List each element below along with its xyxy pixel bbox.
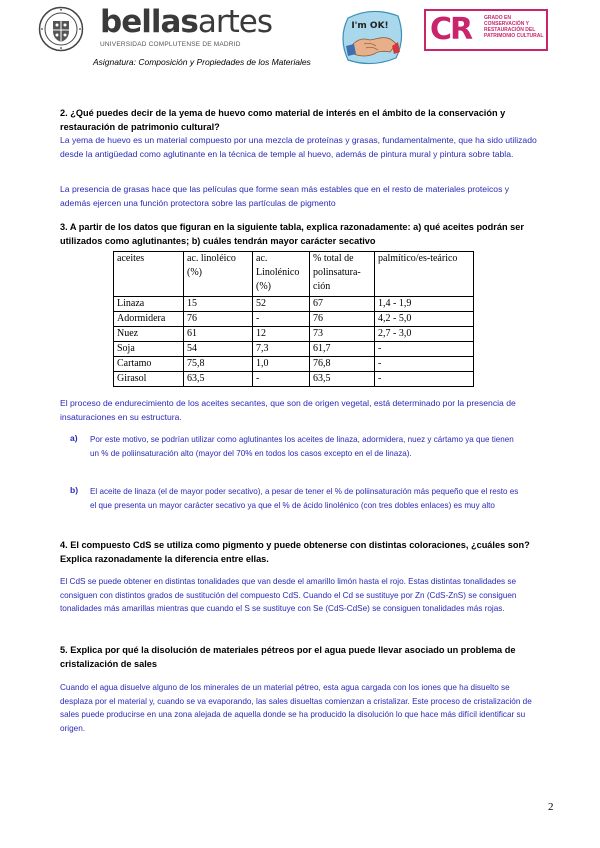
table-cell: 7,3 [253, 342, 310, 357]
table-cell: 1,4 - 1,9 [375, 297, 474, 312]
table-cell: 1,0 [253, 357, 310, 372]
table-row [114, 312, 474, 327]
table-cell: 76,8 [310, 357, 375, 372]
table-cell: 76 [184, 312, 253, 327]
table-header-cell: palmítico/es-teárico [375, 252, 474, 297]
table-cell: 4,2 - 5,0 [375, 312, 474, 327]
table-cell: 73 [310, 327, 375, 342]
cr-program-logo [424, 9, 548, 51]
table-header-row [114, 252, 474, 297]
table-cell: 75,8 [184, 357, 253, 372]
table-cell: 52 [253, 297, 310, 312]
table-header-cell: ac. Linolénico (%) [253, 252, 310, 297]
answer-2-paragraph-1: La yema de huevo es un material compuesto por una mezcla de proteínas y grasas, fundamentalmente, que ha sido utilizado desde la antigüedad como aglutinante en la técnica de temple al huevo, además de pintura mural y pintura sobre tabla. [60, 135, 537, 159]
university-seal-icon [38, 6, 84, 52]
answer-5: Cuando el agua disuelve alguno de los minerales de un material pétreo, esta agua cargada con los iones que ha disuelto se desplaza por el material y, cuando se va evaporando, las sales disueltas comienzan a cristalizar. Este proceso de cristalización de sales puede producirse en una zona alejada de aquella donde se ha producido la disolución lo que hace más difícil identificar su origen. [60, 683, 532, 733]
question-4: 4. El compuesto CdS se utiliza como pigmento y puede obtenerse con distintas coloraciones, ¿cuáles son? Explica razonadamente la diferencia entre ellas. [60, 540, 530, 564]
oils-table [113, 251, 474, 387]
table-header-cell: % total de polinsatura-ción [310, 252, 375, 297]
table-cell: 61 [184, 327, 253, 342]
cr-logo-caption: GRADO EN CONSERVACIÓN Y RESTAURACIÓN DEL PATRIMONIO CULTURAL [484, 15, 544, 39]
brand-logo-text: bellasartes [100, 4, 272, 40]
table-cell: 54 [184, 342, 253, 357]
table-cell: Adormidera [114, 312, 184, 327]
table-cell: Linaza [114, 297, 184, 312]
table-cell: - [253, 312, 310, 327]
table-cell: Cartamo [114, 357, 184, 372]
answer-4: El CdS se puede obtener en distintas tonalidades que van desde el amarillo limón hasta el rojo. Estas distintas tonalidades se consiguen con distintos grados de sustitución del compuesto CdS. Cuando el Cd se sustituye por Zn (CdS-ZnS) se consiguen tonalidades más amarillas mientras que cuando el S se sustituye con Se (CdS-CdSe) se consiguen tonalidades más rojas. [60, 577, 517, 613]
item-b-label: b) [70, 485, 79, 495]
table-cell: 76 [310, 312, 375, 327]
handshake-sticker-icon [340, 8, 404, 66]
table-cell: Soja [114, 342, 184, 357]
table-cell: 63,5 [184, 372, 253, 387]
table-cell: - [375, 357, 474, 372]
answer-3-item-a: Por este motivo, se podrían utilizar como aglutinantes los aceites de linaza, adormidera, nuez y cártamo ya que tienen un % de poliinsaturación alto (mayor del 70% en todos los casos excepto en el de linaza). [90, 435, 514, 458]
table-cell: Girasol [114, 372, 184, 387]
cr-logo-letters: CR [430, 12, 472, 47]
table-row [114, 372, 474, 387]
table-row [114, 297, 474, 312]
table-cell: - [375, 372, 474, 387]
table-cell: 63,5 [310, 372, 375, 387]
question-2: 2. ¿Qué puedes decir de la yema de huevo como material de interés en el ámbito de la conservación y restauración de patrimonio cultural? [60, 108, 506, 132]
table-cell: - [253, 372, 310, 387]
table-cell: 15 [184, 297, 253, 312]
sticker-label: I'm OK! [351, 21, 389, 31]
table-row [114, 327, 474, 342]
brand-subtitle: UNIVERSIDAD COMPLUTENSE DE MADRID [100, 41, 241, 48]
table-cell: 2,7 - 3,0 [375, 327, 474, 342]
table-cell: 67 [310, 297, 375, 312]
page-number: 2 [548, 801, 554, 813]
table-row [114, 357, 474, 372]
subject-line: Asignatura: Composición y Propiedades de los Materiales [93, 57, 311, 67]
question-3: 3. A partir de los datos que figuran en la siguiente tabla, explica razonadamente: a) qué aceites podrán ser utilizados como aglutinantes; b) cuáles tendrán mayor carácter secativo [60, 222, 524, 246]
table-header-cell: aceites [114, 252, 184, 297]
table-header-cell: ac. linoléico (%) [184, 252, 253, 297]
answer-3-intro: El proceso de endurecimiento de los aceites secantes, que son de origen vegetal, está determinado por la presencia de insaturaciones en su estructura. [60, 398, 516, 422]
question-5: 5. Explica por qué la disolución de materiales pétreos por el agua puede llevar asociado un problema de cristalización de sales [60, 645, 516, 669]
table-cell: Nuez [114, 327, 184, 342]
table-cell: 61,7 [310, 342, 375, 357]
item-a-label: a) [70, 433, 78, 443]
answer-3-item-b: El aceite de linaza (el de mayor poder secativo), a pesar de tener el % de poliinsaturación más pequeño que el resto es el que presenta un mayor carácter secativo ya que el % de ácido linolénico (con tres dobles enlaces) es muy alto [90, 487, 519, 510]
table-cell: - [375, 342, 474, 357]
table-row [114, 342, 474, 357]
answer-2-paragraph-2: La presencia de grasas hace que las películas que forme sean más estables que en el resto de materiales proteicos y además ejercen una función protectora sobre las partículas de pigmento [60, 184, 510, 208]
table-cell: 12 [253, 327, 310, 342]
